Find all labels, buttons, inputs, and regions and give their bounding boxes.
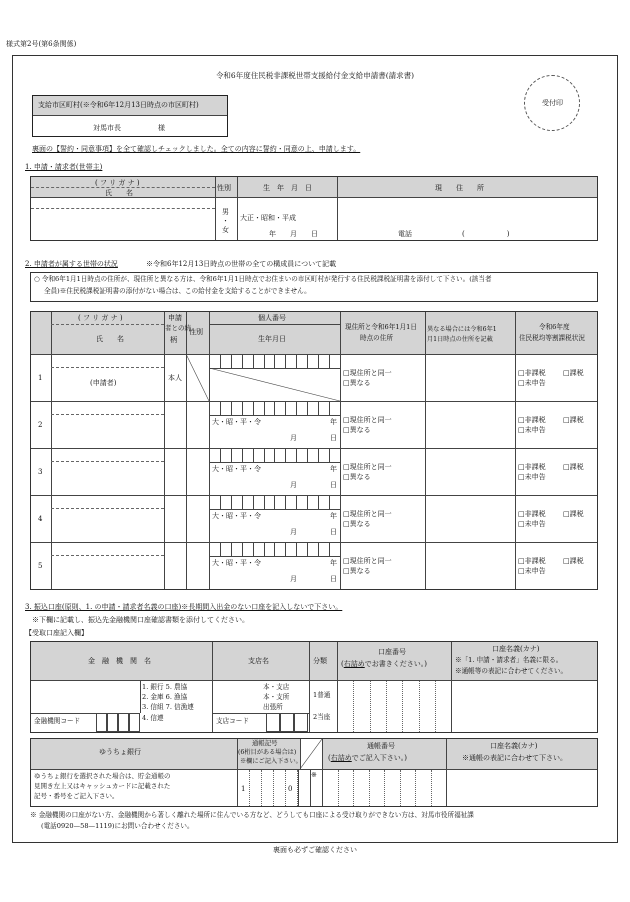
account-number-input[interactable] [340, 684, 448, 729]
hh-row-number: 4 [38, 515, 43, 523]
hh-row-number: 3 [38, 468, 43, 476]
yucho-holder-label: 口座名義(カナ) [490, 742, 538, 750]
pin-input[interactable] [214, 544, 340, 555]
footnote-2: (電話0920—58—1119)にお問い合わせください。 [41, 822, 194, 830]
hh-day-label: 日 [330, 575, 337, 583]
hh-year-label: 年 [330, 512, 337, 520]
holder-label: 口座名義(カナ) [492, 645, 540, 653]
hh-row-number: 5 [38, 562, 43, 570]
dob-strike [209, 368, 340, 401]
passbook-symbol-input[interactable] [240, 772, 308, 804]
pin-input[interactable] [214, 450, 340, 461]
addr-same-checkbox[interactable]: □現住所と同一 [343, 510, 392, 518]
pin-input[interactable] [214, 356, 340, 367]
holder-note-1: ※「1. 申請・請求者」名義に限る。 [455, 656, 563, 664]
bank-code-label: 金融機関コード [34, 717, 81, 725]
taxed-checkbox[interactable]: □課税 [563, 463, 584, 471]
account-type-label: 分類 [313, 657, 327, 665]
hh-day-label: 日 [330, 434, 337, 442]
taxed-checkbox[interactable]: □課税 [563, 416, 584, 424]
hh-month-label: 月 [290, 481, 297, 489]
bank-name-label: 金 融 機 関 名 [88, 657, 151, 665]
pin-input[interactable] [214, 497, 340, 508]
bank-type-3: 3. 信組 7. 信漁連 [142, 703, 194, 711]
gender-label: 性別 [217, 184, 231, 192]
addr-differ-checkbox[interactable]: □異なる [343, 567, 371, 575]
bank-code-box[interactable] [107, 713, 118, 732]
unfiled-checkbox[interactable]: □未申告 [518, 473, 546, 481]
addr-differ-checkbox[interactable]: □異なる [343, 473, 371, 481]
municipality-header-text: 支給市区町村(※令和6年12月13日時点の市区町村) [38, 101, 199, 109]
hh-addr-label-2: 時点の住所 [360, 334, 393, 342]
section2-title: 2. 申請者が属する世帯の状況 [25, 260, 118, 268]
hh-era-options: 大・昭・平・令 [212, 559, 261, 567]
branch-code-box[interactable] [266, 713, 280, 732]
yucho-holder-note: ※通帳の表記に合わせて下さい。 [462, 754, 567, 762]
gender-strike [186, 354, 209, 401]
hh-day-label: 日 [330, 481, 337, 489]
branch-code-label: 支店コード [216, 717, 249, 725]
taxed-checkbox[interactable]: □課税 [563, 369, 584, 377]
kigo-sub-2: ※欄にご記入下さい。 [240, 758, 302, 765]
passbook-number-label: 通帳番号 [367, 742, 395, 750]
yucho-note-2: 見開き左上又はキャッシュカードに記載された [34, 782, 171, 790]
hh-month-label: 月 [290, 434, 297, 442]
hh-pin-label: 個人番号 [258, 314, 286, 322]
hh-rel-label-3: 柄 [170, 336, 177, 344]
hh-rel-label-2: 者との続 [165, 324, 191, 332]
section2-note: ※令和6年12月13日時点の世帯の全ての構成員について記載 [146, 260, 337, 268]
section3-title [25, 603, 342, 611]
yucho-strike [300, 739, 322, 769]
acct-sub-right: 右詰め [343, 660, 365, 668]
hh-applicant-label: (申請者) [90, 379, 117, 387]
hh-tax-label-2: 住民税均等割課税状況 [519, 334, 585, 342]
hh-diff-label-1: 異なる場合には令和6年1 [427, 326, 497, 333]
branch-type-1: 本・支店 [263, 683, 290, 691]
hh-row-number: 1 [38, 374, 43, 382]
footnote-1: ※ 金融機関の口座がない方、金融機関から著しく離れた場所に住んでいる方など、どうしても口座による受け取りができない方は、対馬市役所福祉課 [30, 811, 474, 819]
dob-label: 生 年 月 日 [263, 184, 312, 192]
addr-same-checkbox[interactable]: □現住所と同一 [343, 557, 392, 565]
name-label: 氏 名 [105, 189, 133, 197]
section2-info-line1: ○ 令和6年1月1日時点の住所が、現住所と異なる方は、令和6年1月1日時点でお住まいの市区町村が発行する住民税課税証明書を添付して下さい。(該当者 [34, 275, 492, 283]
section2-info-line2: 全員)※住民税課税証明書の添付がない場合は、この給付金を支給することができません。 [44, 287, 311, 295]
hh-year-label: 年 [330, 559, 337, 567]
hh-dob-label: 生年月日 [258, 335, 286, 343]
hh-era-options: 大・昭・平・令 [212, 512, 261, 520]
taxed-checkbox[interactable]: □課税 [563, 510, 584, 518]
nontax-checkbox[interactable]: □非課税 [518, 557, 546, 565]
era-options: 大正・昭和・平成 [240, 214, 296, 222]
kigo-sub-1: (6桁目がある場合は) [238, 749, 297, 756]
num-sub-open: ( [328, 754, 331, 762]
kigo-digit-0: 0 [288, 785, 293, 793]
hh-furigana-label: ( フ リ ガ ナ ) [78, 314, 123, 322]
bank-type-1: 1. 銀行 5. 農協 [142, 683, 188, 691]
hh-year-label: 年 [330, 418, 337, 426]
yucho-note-1: ゆうちょ銀行を選択された場合は、貯金通帳の [34, 772, 171, 780]
mayor-name: 対馬市長 [93, 124, 121, 132]
addr-differ-checkbox[interactable]: □異なる [343, 379, 371, 387]
hh-diff-label-2: 月1日時点の住所を記載 [427, 336, 493, 343]
reception-stamp-label: 受付印 [542, 99, 563, 107]
addr-differ-checkbox[interactable]: □異なる [343, 520, 371, 528]
bank-type-4: 4. 信連 [142, 714, 164, 722]
hh-row-number: 2 [38, 421, 43, 429]
hh-era-options: 大・昭・平・令 [212, 418, 261, 426]
section1-title: 1. 申請・請求者(世帯主) [25, 163, 103, 171]
unfiled-checkbox[interactable]: □未申告 [518, 520, 546, 528]
gender-female: 女 [222, 226, 229, 234]
passbook-number-sub [328, 754, 407, 762]
back-notice: 裏面も必ずご確認ください [273, 846, 357, 854]
unfiled-checkbox[interactable]: □未申告 [518, 426, 546, 434]
acct-sub-open: ( [341, 660, 344, 668]
branch-code-box[interactable] [294, 713, 308, 732]
bank-type-2: 2. 金庫 6. 漁協 [142, 693, 188, 701]
kigo-digit-1: 1 [241, 785, 246, 793]
passbook-number-input[interactable] [325, 772, 443, 804]
nontax-checkbox[interactable]: □非課税 [518, 416, 546, 424]
acct-sub-rest: でお書きください。) [364, 660, 427, 668]
hh-year-label: 年 [330, 465, 337, 473]
addr-same-checkbox[interactable]: □現住所と同一 [343, 416, 392, 424]
kigo-star: ※ [311, 771, 317, 779]
addr-same-checkbox[interactable]: □現住所と同一 [343, 369, 392, 377]
hh-gender-label: 性別 [189, 328, 203, 336]
form-number: 様式第2号(第6条関係) [6, 40, 77, 48]
nontax-checkbox[interactable]: □非課税 [518, 510, 546, 518]
account-number-sub [341, 660, 427, 668]
phone-parens: ( ) [462, 230, 510, 238]
type-futsu: 1普通 [313, 691, 331, 699]
account-holder-input[interactable] [455, 684, 593, 729]
branch-type-2: 本・支所 [263, 693, 290, 701]
pin-input[interactable] [214, 403, 340, 414]
consent-statement: 裏面の【誓約・同意事項】を全て確認しチェックしました。全ての内容に誓約・同意の上、申請します。 [32, 145, 361, 153]
type-toza: 2当座 [313, 713, 331, 721]
hh-tax-label-1: 令和6年度 [539, 323, 570, 331]
unfiled-checkbox[interactable]: □未申告 [518, 379, 546, 387]
bank-code-box[interactable] [96, 713, 107, 732]
section3-note: ※下欄に記載し、振込先金融機関口座確認書類を添付してください。 [32, 616, 249, 624]
unfiled-checkbox[interactable]: □未申告 [518, 567, 546, 575]
num-sub-rest: でご記入下さい。) [351, 754, 407, 762]
ymd-label: 年 月 日 [269, 230, 318, 238]
bank-code-box[interactable] [129, 713, 140, 732]
nontax-checkbox[interactable]: □非課税 [518, 463, 546, 471]
hh-self-label: 本人 [168, 374, 182, 382]
hh-month-label: 月 [290, 528, 297, 536]
phone-label: 電話 [398, 230, 412, 238]
hh-name-label: 氏 名 [96, 335, 124, 343]
section3-title-text: 3. 振込口座(原則、1. の申請・請求者名義の口座)※長期間入出金のない口座を記入しないで下さい。 [25, 603, 343, 611]
branch-name-label: 支店名 [248, 657, 269, 665]
hh-addr-label-1: 現住所と令和6年1月1日 [345, 323, 417, 331]
furigana-label: ( フ リ ガ ナ ) [95, 179, 140, 187]
hh-day-label: 日 [330, 528, 337, 536]
form-title: 令和6年度住民税非課税世帯支援給付金支給申請書(請求書) [215, 71, 415, 80]
yucho-label: ゆうちょ銀行 [99, 748, 141, 756]
num-sub-right: 右詰め [330, 754, 352, 762]
addr-same-checkbox[interactable]: □現住所と同一 [343, 463, 392, 471]
branch-code-box[interactable] [280, 713, 294, 732]
hh-era-options: 大・昭・平・令 [212, 465, 261, 473]
bank-code-box[interactable] [118, 713, 129, 732]
nontax-checkbox[interactable]: □非課税 [518, 369, 546, 377]
holder-note-2: ※通帳等の表記に合わせてください。 [455, 667, 568, 675]
gender-dot: ・ [222, 217, 229, 225]
branch-type-3: 出張所 [263, 703, 283, 711]
account-number-label: 口座番号 [378, 648, 406, 656]
account-section-label: 【受取口座記入欄】 [25, 629, 88, 637]
yucho-holder-input[interactable] [449, 772, 594, 804]
kigo-label: 通帳記号 [252, 739, 278, 747]
yucho-note-3: 記号・番号をご記入下さい。 [34, 792, 119, 800]
hh-month-label: 月 [290, 575, 297, 583]
mayor-suffix: 様 [158, 124, 165, 132]
hh-rel-label-1: 申請 [168, 314, 182, 322]
gender-male: 男 [222, 208, 229, 216]
taxed-checkbox[interactable]: □課税 [563, 557, 584, 565]
address-label: 現 住 所 [435, 184, 484, 192]
addr-differ-checkbox[interactable]: □異なる [343, 426, 371, 434]
